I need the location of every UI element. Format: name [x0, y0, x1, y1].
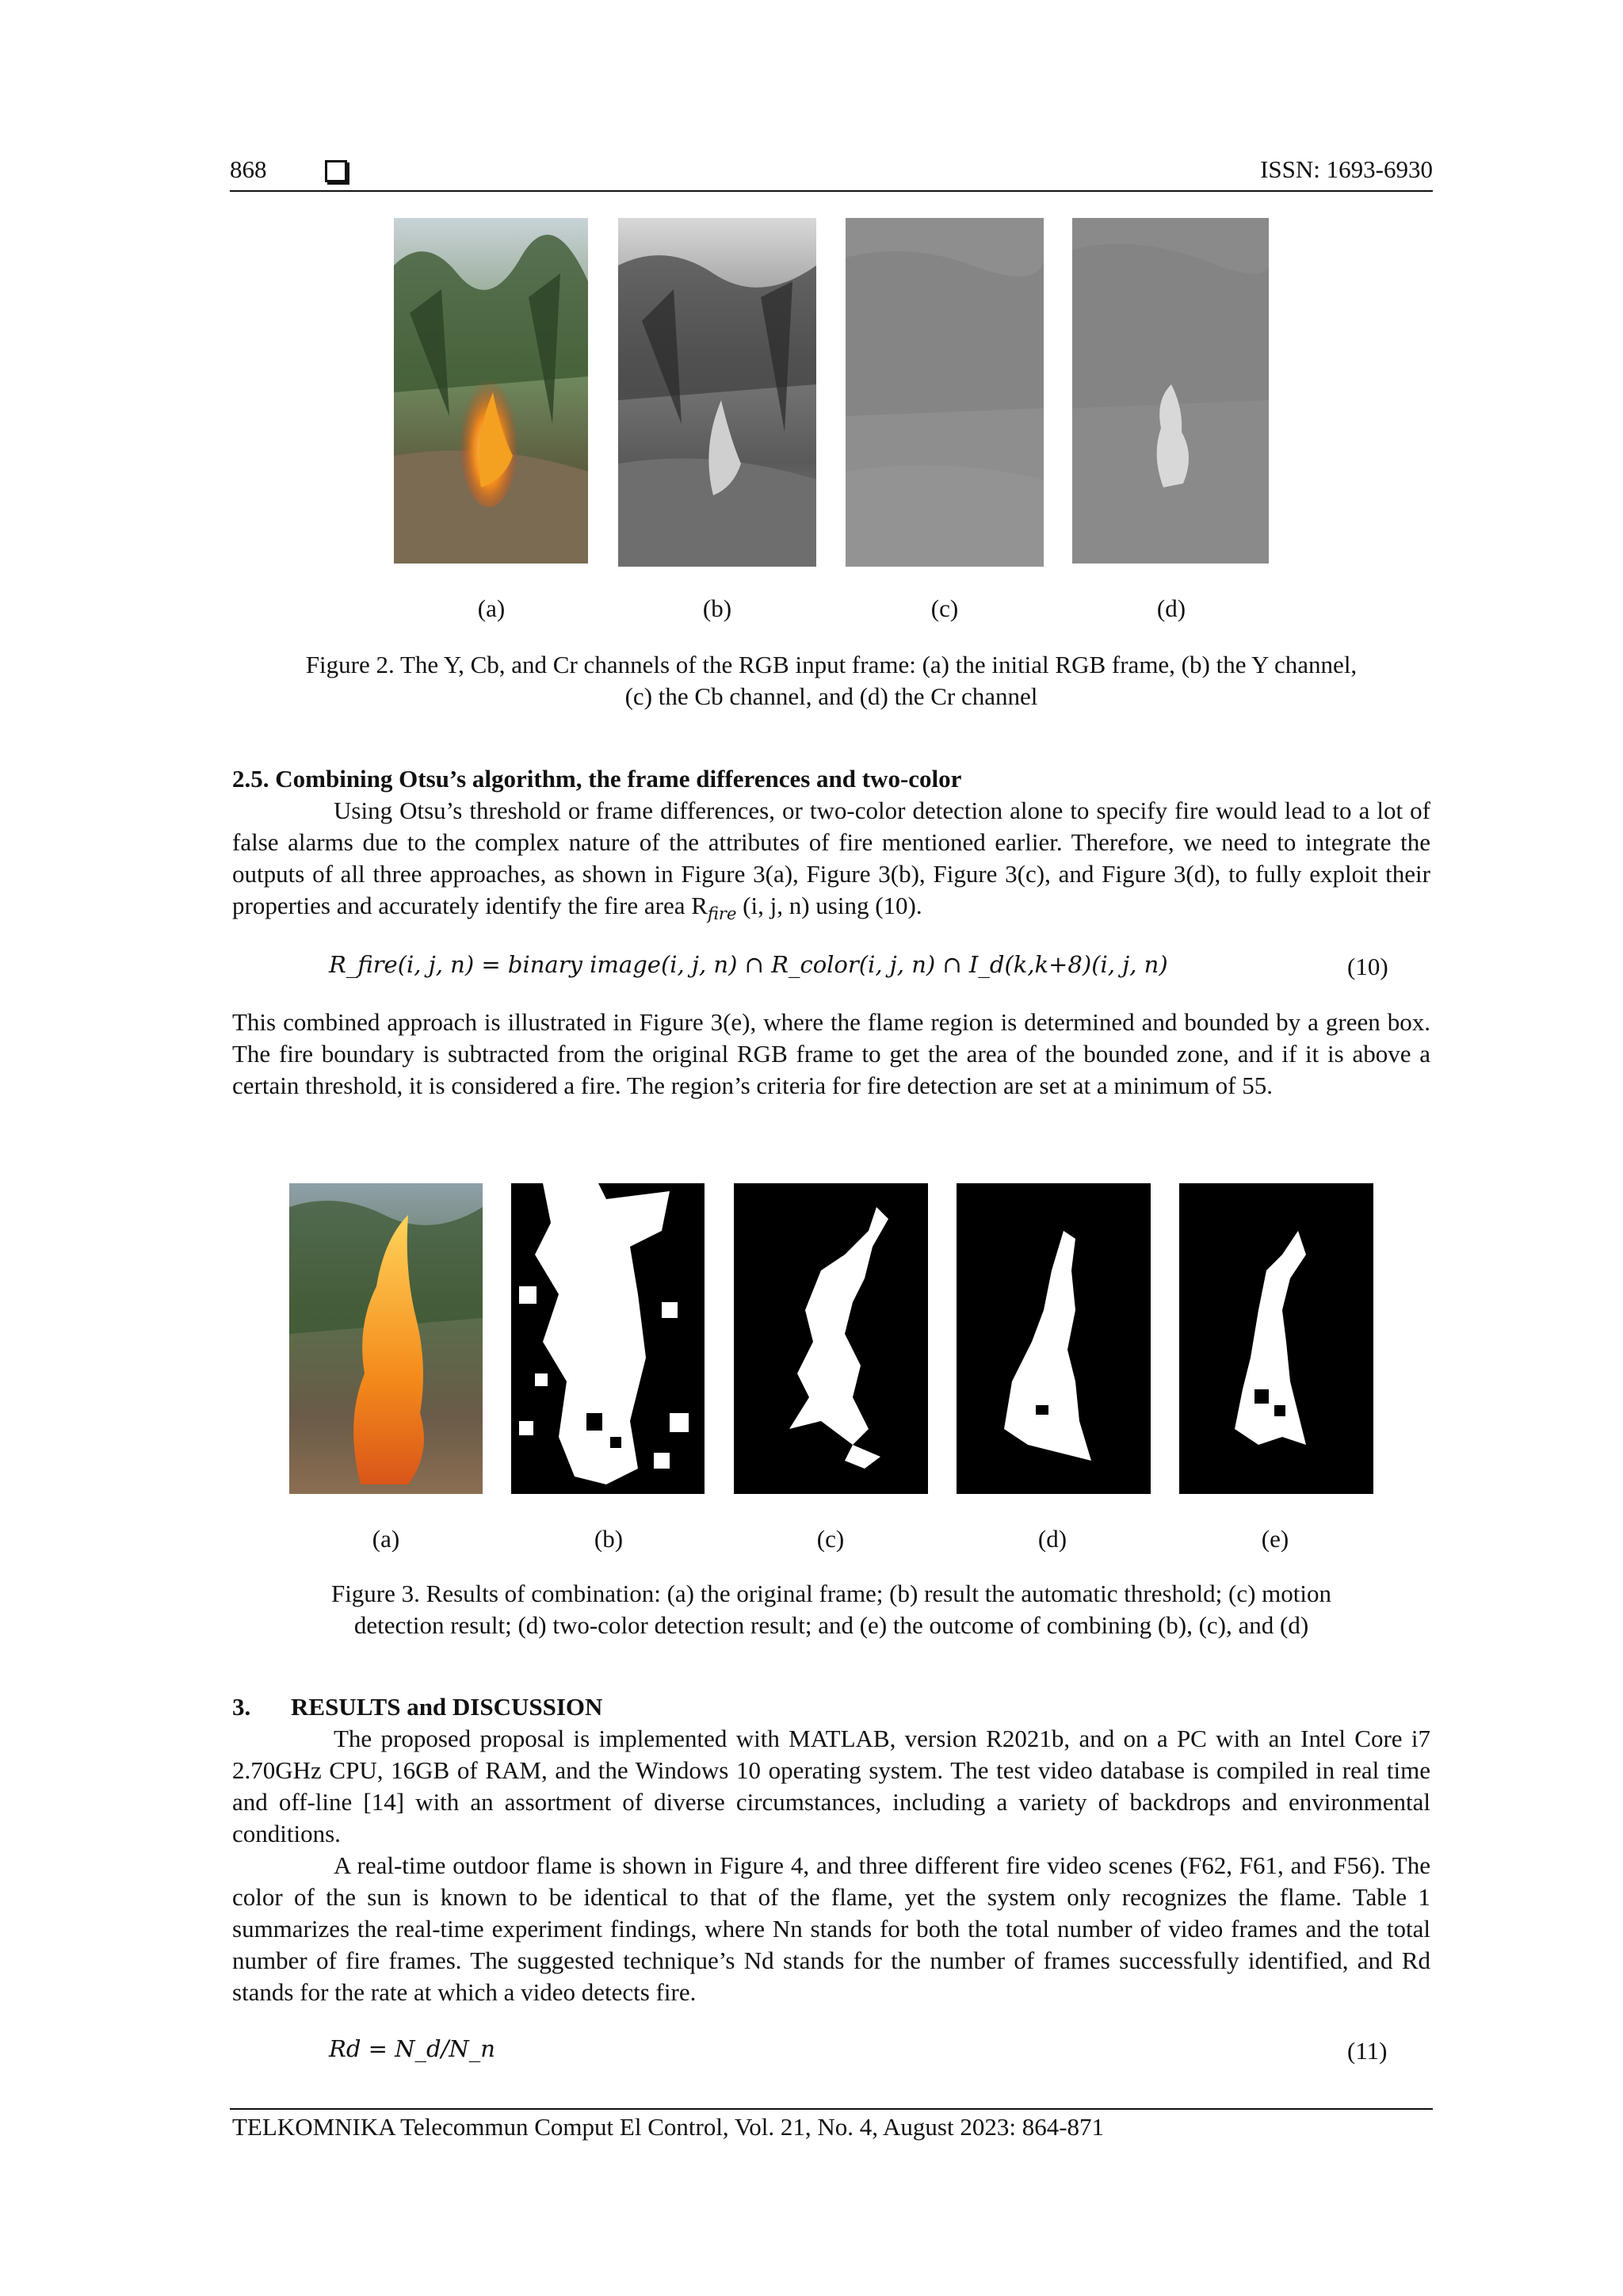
figure3-sublabel-b: (b) — [594, 1525, 624, 1553]
figure3-caption-line1: Figure 3. Results of combination: (a) the original frame; (b) result the automatic threshold; (c) motion — [330, 1580, 1332, 1607]
figure3-caption-line2: detection result; (d) two-color detection result; and (e) the outcome of combining (b), (c), and (d) — [353, 1611, 1309, 1639]
section-2-5-heading: 2.5. Combining Otsu’s algorithm, the frame differences and two-color — [232, 765, 962, 793]
figure3-sublabel-a: (a) — [372, 1525, 400, 1553]
section-3-paragraph-2: A real-time outdoor flame is shown in Figure 4, and three different fire video scenes (F62, F61, and F56). The color of the sun is known to be identical to that of the flame, yet the system only recognizes the flame. Table 1 summarizes the real-time experiment findings, where Nn stands for both the total number of video frames and the total number of fire frames. The suggested technique’s Nd stands for the number of frames successfully identified, and Rd stands for the rate at which a video detects fire. — [232, 1851, 1430, 2006]
figure2-sublabel-a: (a) — [477, 594, 506, 622]
figure2-image-c — [846, 218, 1044, 567]
issn: ISSN: 1693-6930 — [1260, 155, 1433, 183]
figure3-sublabel-e: (e) — [1261, 1525, 1289, 1553]
figure3-sublabel-d: (d) — [1037, 1525, 1067, 1553]
equation-11: Rd = N_d/N_n — [329, 2035, 495, 2062]
figure3-image-d — [957, 1183, 1151, 1494]
section-3-heading: RESULTS and DISCUSSION — [291, 1693, 603, 1721]
section-3-heading-number: 3. — [232, 1693, 251, 1721]
figure2-sublabel-b: (b) — [702, 594, 732, 622]
figure2-caption-line2: (c) the Cb channel, and (d) the Cr channel — [624, 682, 1038, 710]
header-checkbox-icon — [325, 157, 347, 185]
figure3-image-e — [1179, 1183, 1373, 1494]
section-2-5-paragraph-2: This combined approach is illustrated in Figure 3(e), where the flame region is determined and bounded by a green box. The fire boundary is subtracted from the original RGB frame to get the area of the bounded zone, and if it is above a certain threshold, it is considered a fire. The region’s criteria for fire detection are set at a minimum of 55. — [232, 1008, 1430, 1099]
footer-rule — [230, 2108, 1433, 2110]
equation-11-number: (11) — [1347, 2037, 1388, 2065]
figure2-image-d — [1072, 218, 1269, 563]
figure3-image-a — [289, 1183, 483, 1494]
figure3-sublabel-c: (c) — [816, 1525, 845, 1553]
figure3-image-c — [734, 1183, 928, 1494]
section-3-paragraph-1: The proposed proposal is implemented with MATLAB, version R2021b, and on a PC with an Intel Core i7 2.70GHz CPU, 16GB of RAM, and the Windows 10 operating system. The test video database is compiled in real time and off-line [14] with an assortment of diverse circumstances, including a variety of backdrops and environmental conditions. — [232, 1725, 1430, 1847]
figure2-sublabel-d: (d) — [1156, 594, 1186, 622]
figure2-caption — [230, 649, 1433, 712]
figure2-image-a — [394, 218, 588, 563]
figure2-caption-line1: Figure 2. The Y, Cb, and Cr channels of the RGB input frame: (a) the initial RGB frame, (b) the Y channel, — [305, 651, 1358, 678]
figure3-caption — [230, 1578, 1433, 1641]
equation-10-number: (10) — [1347, 953, 1388, 980]
figure3-image-b — [511, 1183, 705, 1494]
figure2-sublabel-c: (c) — [930, 594, 959, 622]
page-number: 868 — [230, 155, 267, 183]
equation-10: R_fire(i, j, n) = binary image(i, j, n) ∩ R_color(i, j, n) ∩ I_d(k,k+8)(i, j, n) — [329, 951, 1168, 978]
section-2-5-paragraph-1: Using Otsu’s threshold or frame differences, or two-color detection alone to specify fire would lead to a lot of false alarms due to the complex nature of the attributes of fire mentioned earlier. Therefore, we need to integrate the outputs of all three approaches, as shown in Figure 3(a), Figure 3(b), Figure 3(c), and Figure 3(d), to fully exploit their properties and accurately identify the fire area $R_{fire}$ (i, j, n) using (10). — [232, 797, 1430, 924]
figure2-image-b — [618, 218, 816, 567]
footer-text: TELKOMNIKA Telecommun Comput El Control, Vol. 21, No. 4, August 2023: 864-871 — [232, 2113, 1105, 2141]
header-rule — [230, 190, 1433, 192]
